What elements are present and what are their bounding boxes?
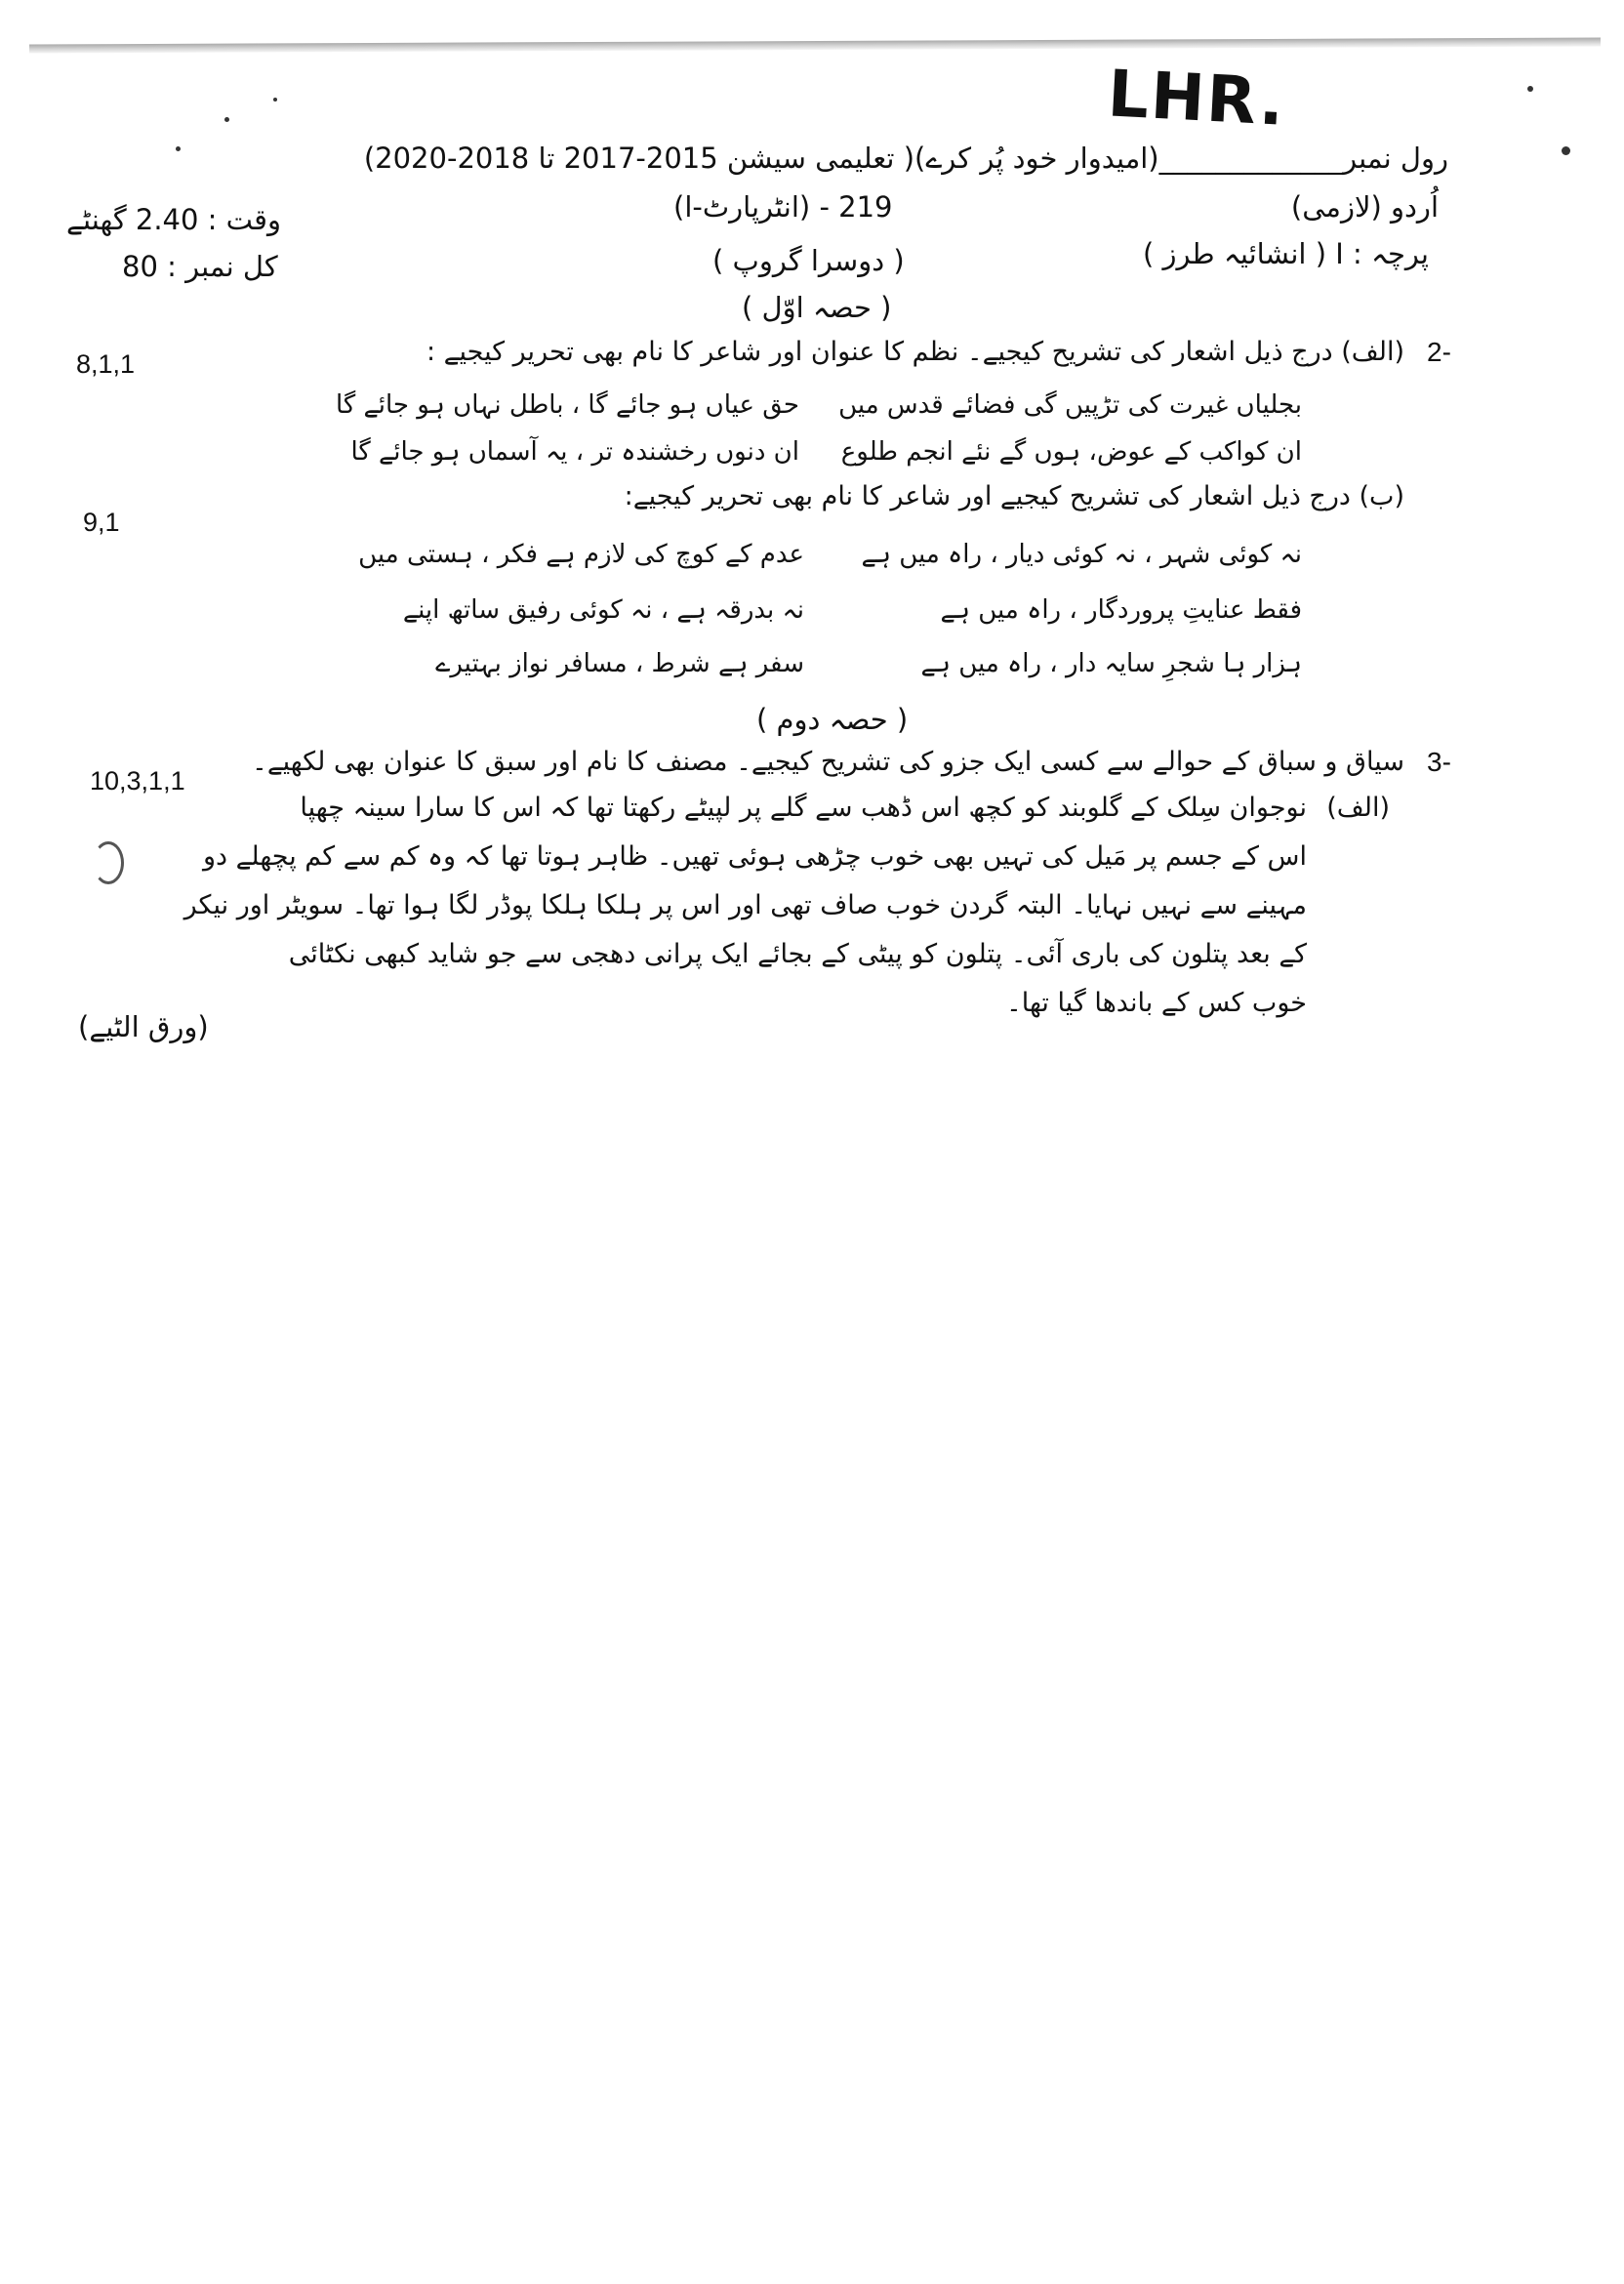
verse-second-half: نہ کوئی شہر ، نہ کوئی دیار ، راہ میں ہے — [861, 540, 1302, 569]
question-marks: 9,1 — [83, 508, 120, 537]
passage-line: کے بعد پتلون کی باری آئی۔ پتلون کو پیٹی کے بجائے ایک پرانی دھجی سے جو شاید کبھی نکٹائی — [288, 939, 1307, 969]
question-instruction: سیاق و سباق کے حوالے سے کسی ایک جزو کی تشریح کیجیے۔ مصنف کا نام اور سبق کا عنوان بھی لکھیے۔ — [252, 747, 1404, 777]
passage-line: مہینے سے نہیں نہایا۔ البتہ گردن خوب صاف تھی اور اس پر ہلکا ہلکا پوڈر لگا ہوا تھا۔ سویٹر اور نیکر — [183, 890, 1307, 920]
passage-line: اس کے جسم پر مَیل کی تہیں بھی خوب چڑھی ہوئی تھیں۔ ظاہر ہوتا تھا کہ وہ کم سے کم پچھلے دو — [202, 841, 1307, 872]
verse-first-half: نہ بدرقہ ہے ، نہ کوئی رفیق ساتھ اپنے — [402, 595, 804, 625]
subject-title: اُردو (لازمی) — [1290, 190, 1439, 224]
part-label: (الف) — [1326, 793, 1390, 823]
question-instruction: (ب) درج ذیل اشعار کی تشریح کیجیے اور شاعر کا نام بھی تحریر کیجیے: — [624, 481, 1404, 511]
question-number: 3- — [1427, 747, 1451, 777]
scan-speck — [1562, 146, 1570, 155]
verse-second-half: ہزار ہا شجرِ سایہ دار ، راہ میں ہے — [920, 649, 1302, 678]
verse-second-half: حق عیاں ہو جائے گا ، باطل نہاں ہو جائے گا — [335, 390, 799, 420]
section-title: ( حصہ دوم ) — [756, 703, 909, 736]
question-marks: 8,1,1 — [76, 349, 136, 379]
scan-speck — [224, 117, 229, 122]
paper-type: پرچہ : I ( انشائیہ طرز ) — [1142, 237, 1429, 270]
scan-speck — [1527, 86, 1533, 92]
verse-second-half: ان دنوں رخشندہ تر ، یہ آسماں ہو جائے گا — [350, 437, 799, 467]
verse-first-half: عدم کے کوچ کی لازم ہے فکر ، ہستی میں — [358, 540, 804, 569]
verse-first-half: بجلیاں غیرت کی تڑپیں گی فضائے قدس میں — [838, 390, 1302, 420]
roll-number-session-line: رول نمبر_____________(امیدوار خود پُر کرے)( تعلیمی سیشن 2015-2017 تا 2018-2020) — [363, 142, 1448, 175]
verse-first-half: ان کواکب کے عوض، ہوں گے نئے انجم طلوع — [840, 437, 1302, 467]
passage-line: خوب کس کے باندھا گیا تھا۔ — [1005, 988, 1307, 1018]
total-marks: کل نمبر : 80 — [122, 250, 278, 283]
question-number: 2- — [1427, 337, 1451, 367]
section-title: ( حصہ اوّل ) — [742, 291, 892, 324]
verse-first-half: سفر ہے شرط ، مسافر نواز بہتیرے — [435, 649, 804, 678]
turn-over-note: (ورق الٹیے) — [78, 1010, 209, 1043]
scan-speck — [273, 98, 277, 102]
verse-second-half: فقط عنایتِ پروردگار ، راہ میں ہے — [940, 595, 1302, 625]
group-label: ( دوسرا گروپ ) — [712, 244, 905, 277]
paper-code: 219 - (انٹرپارٹ-ا) — [673, 190, 893, 224]
passage-line: نوجوان سِلک کے گلوبند کو کچھ اس ڈھب سے گلے پر لپیٹے رکھتا تھا کہ اس کا سارا سینہ چھپا — [300, 793, 1307, 823]
scan-speck — [176, 146, 181, 151]
time-allowed: وقت : 2.40 گھنٹے — [66, 203, 282, 236]
handwritten-city-code: LHR. — [1106, 56, 1288, 141]
scan-smudge — [93, 841, 124, 884]
question-instruction: (الف) درج ذیل اشعار کی تشریح کیجیے۔ نظم کا عنوان اور شاعر کا نام بھی تحریر کیجیے : — [426, 337, 1404, 367]
scan-edge — [29, 37, 1601, 53]
question-marks: 10,3,1,1 — [90, 766, 185, 795]
